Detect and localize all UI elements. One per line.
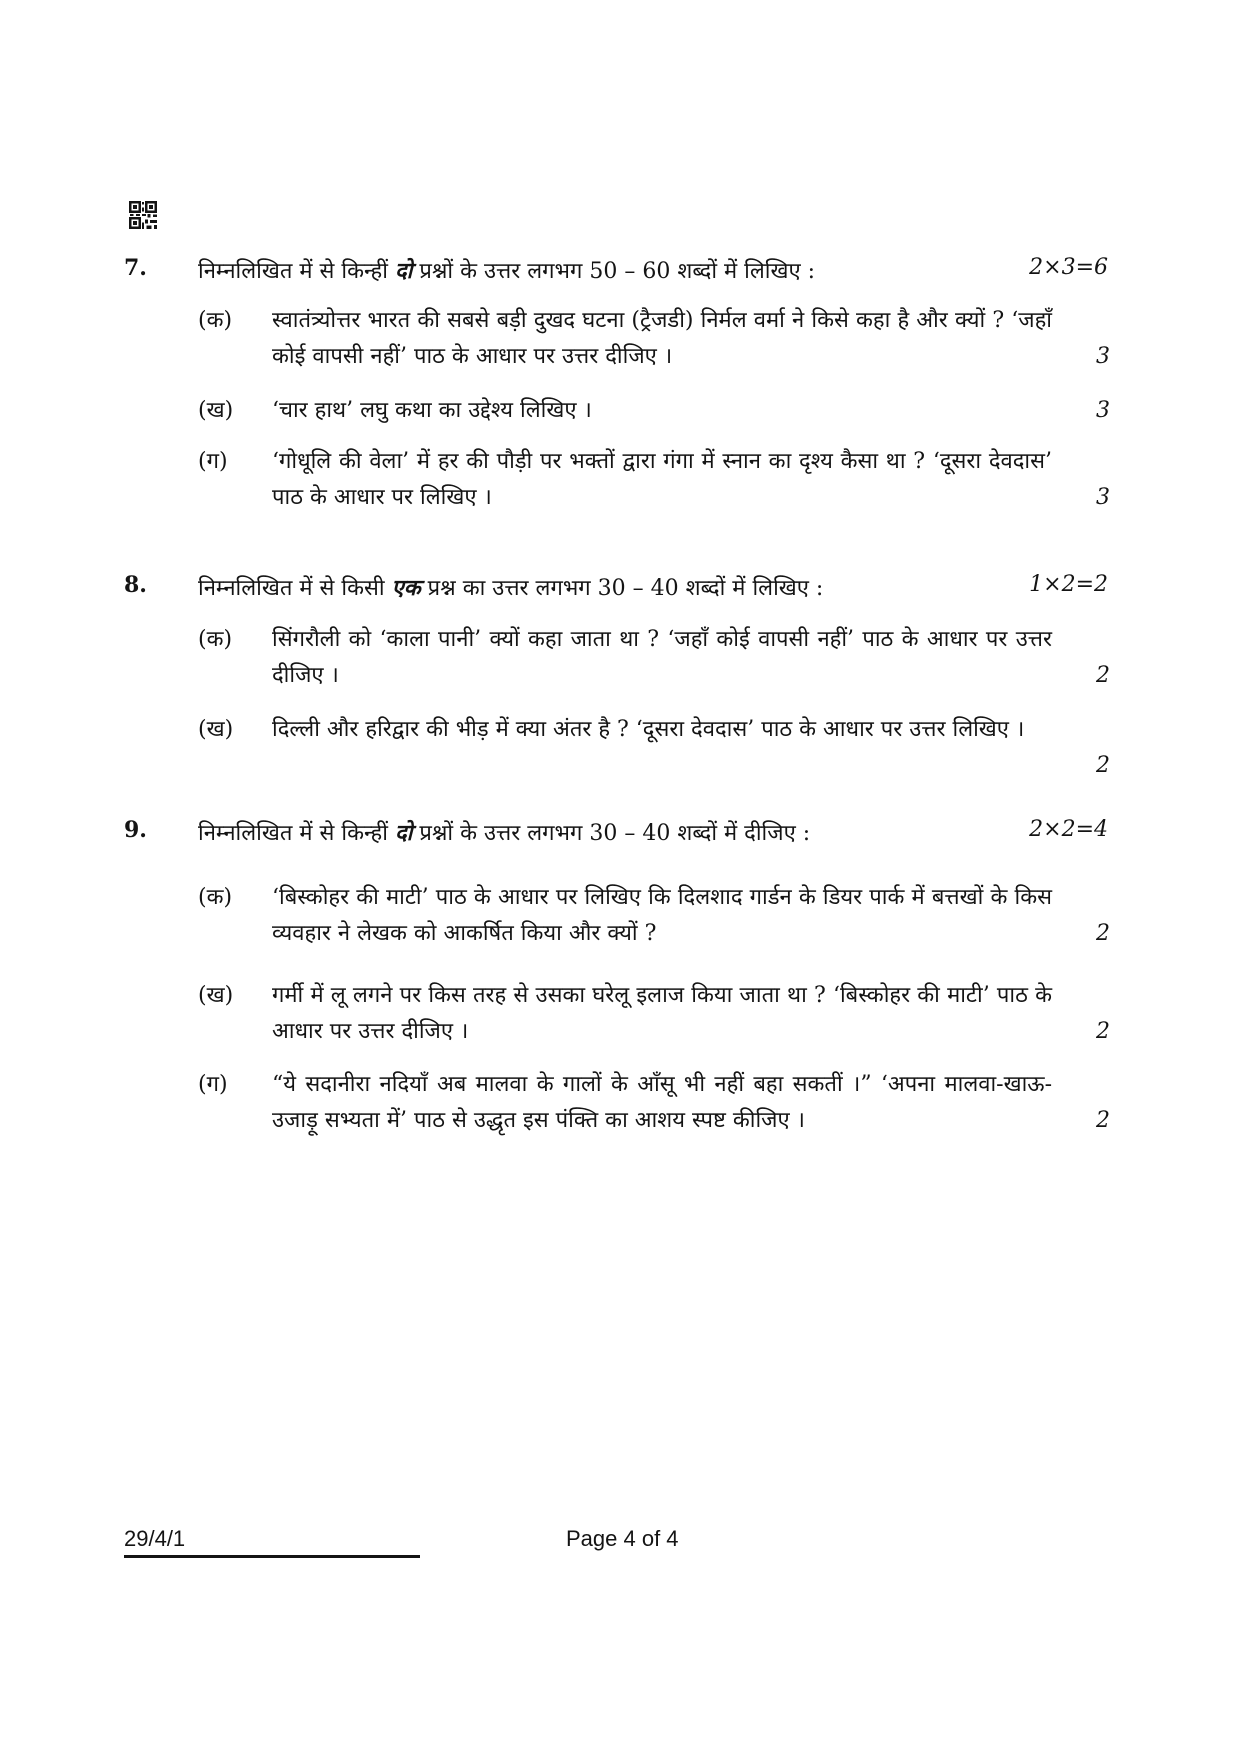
- sub-question-text: ‘चार हाथ’ लघु कथा का उद्देश्य लिखिए ।: [272, 398, 592, 423]
- sub-question-points: 3: [1096, 485, 1110, 510]
- sub-question-label: (ग): [198, 1072, 228, 1097]
- sub-question-points: 3: [1096, 344, 1110, 369]
- sub-question: [198, 622, 1110, 694]
- instruction-post: प्रश्न का उत्तर लगभग 30 – 40 शब्दों में लिखिए :: [427, 576, 824, 601]
- instruction-pre: निम्नलिखित में से किन्हीं: [198, 259, 388, 284]
- question-marks: 2×2=4: [1029, 817, 1108, 842]
- sub-question-points: 3: [1096, 398, 1110, 423]
- question-instruction: [198, 255, 815, 285]
- sub-question-text: स्वातंत्र्योत्तर भारत की सबसे बड़ी दुखद घटना (ट्रैजडी) निर्मल वर्मा ने किसे कहा है और क्यों ? ‘जहाँ कोई वापसी नहीं’ पाठ के आधार पर उत्तर दीजिए ।: [272, 308, 1052, 369]
- sub-question-text: दिल्ली और हरिद्वार की भीड़ में क्या अंतर है ? ‘दूसरा देवदास’ पाठ के आधार पर उत्तर लिखिए ।: [272, 717, 1025, 742]
- sub-question-text: “ये सदानीरा नदियाँ अब मालवा के गालों के आँसू भी नहीं बहा सकतीं ।” ‘अपना मालवा-खाऊ-उजाड़ू सभ्यता में’ पाठ से उद्धृत इस पंक्ति का आशय स्पष्ट कीजिए ।: [272, 1072, 1052, 1133]
- instruction-emphasis: एक: [391, 575, 421, 601]
- sub-question: [198, 978, 1110, 1050]
- instruction-pre: निम्नलिखित में से किसी: [198, 576, 385, 601]
- instruction-post: प्रश्नों के उत्तर लगभग 30 – 40 शब्दों में दीजिए :: [419, 821, 811, 846]
- sub-question-points: 2: [1096, 663, 1110, 688]
- sub-question-points: 2: [1096, 753, 1110, 778]
- instruction-post: प्रश्नों के उत्तर लगभग 50 – 60 शब्दों में लिखिए :: [419, 259, 816, 284]
- sub-question-label: (ख): [198, 983, 234, 1008]
- sub-question: [198, 880, 1110, 952]
- question-instruction: [198, 817, 810, 847]
- sub-question-points: 2: [1096, 1019, 1110, 1044]
- question-number: 9.: [124, 817, 147, 843]
- sub-question-text: गर्मी में लू लगने पर किस तरह से उसका घरेलू इलाज किया जाता था ? ‘बिस्कोहर की माटी’ पाठ के आधार पर उत्तर दीजिए ।: [272, 983, 1052, 1044]
- question-heading: [198, 817, 1108, 847]
- sub-question: [198, 303, 1110, 375]
- question-heading: [198, 572, 1108, 602]
- sub-question-text: ‘गोधूलि की वेला’ में हर की पौड़ी पर भक्तों द्वारा गंगा में स्नान का दृश्य कैसा था ? ‘दूसरा देवदास’ पाठ के आधार पर लिखिए ।: [272, 449, 1052, 510]
- sub-question: [198, 393, 1110, 429]
- question-number: 7.: [124, 255, 147, 281]
- instruction-pre: निम्नलिखित में से किन्हीं: [198, 821, 388, 846]
- sub-question-label: (क): [198, 308, 233, 333]
- question-heading: [198, 255, 1108, 285]
- sub-question-label: (क): [198, 885, 233, 910]
- paper-code: 29/4/1: [124, 1526, 186, 1551]
- qr-code-icon: [129, 200, 157, 230]
- sub-question: [198, 712, 1110, 784]
- instruction-emphasis: दो: [394, 258, 413, 284]
- sub-question-label: (ग): [198, 449, 228, 474]
- question-marks: 2×3=6: [1029, 255, 1108, 280]
- sub-question-points: 2: [1096, 921, 1110, 946]
- sub-question-label: (ख): [198, 717, 234, 742]
- instruction-emphasis: दो: [394, 820, 413, 846]
- question-number: 8.: [124, 572, 147, 598]
- sub-question-label: (क): [198, 627, 233, 652]
- footer-divider: [124, 1555, 420, 1558]
- sub-question-points: 2: [1096, 1108, 1110, 1133]
- sub-question: [198, 1067, 1110, 1139]
- page-number: Page 4 of 4: [566, 1526, 679, 1551]
- sub-question-text: ‘बिस्कोहर की माटी’ पाठ के आधार पर लिखिए कि दिलशाद गार्डन के डियर पार्क में बत्तखों के किस व्यवहार ने लेखक को आकर्षित किया और क्यों ?: [272, 885, 1052, 946]
- question-marks: 1×2=2: [1029, 572, 1108, 597]
- sub-question: [198, 444, 1110, 516]
- question-instruction: [198, 572, 823, 602]
- sub-question-text: सिंगरौली को ‘काला पानी’ क्यों कहा जाता था ? ‘जहाँ कोई वापसी नहीं’ पाठ के आधार पर उत्तर दीजिए ।: [272, 627, 1052, 688]
- sub-question-label: (ख): [198, 398, 234, 423]
